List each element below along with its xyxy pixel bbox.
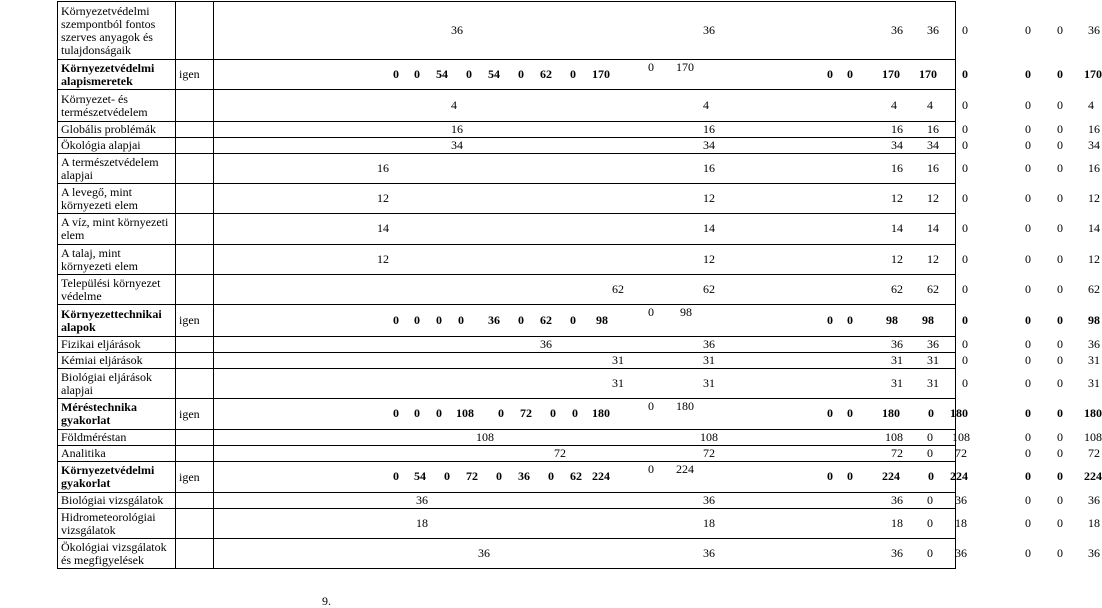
subject-name: Földméréstan	[58, 430, 176, 446]
hours-cell	[214, 90, 1094, 122]
igen-cell: igen	[176, 462, 214, 493]
hours-cell	[214, 214, 1100, 245]
hours-value: 12	[703, 252, 715, 266]
hours-cell	[214, 446, 1100, 462]
hours-cell	[214, 539, 1100, 569]
table-row	[58, 214, 956, 245]
hours-value: 36	[1088, 337, 1100, 351]
hours-value: 16	[891, 161, 903, 175]
hours-value: 4	[1088, 98, 1094, 112]
hours-value: 0	[1025, 469, 1031, 483]
igen-cell	[176, 493, 214, 509]
hours-value: 108	[476, 430, 494, 444]
hours-value: 0	[498, 406, 504, 420]
table-row	[58, 446, 956, 462]
table-row	[58, 493, 956, 509]
hours-value: 0	[1025, 313, 1031, 327]
hours-value: 0	[1057, 67, 1063, 81]
hours-value: 0	[458, 313, 464, 327]
subject-name: Hidrometeorológiai vizsgálatok	[58, 509, 176, 539]
hours-cell	[214, 493, 1100, 509]
hours-value: 0	[1025, 221, 1031, 235]
page-number: 9.	[322, 594, 331, 608]
hours-value: 108	[700, 430, 718, 444]
igen-cell	[176, 275, 214, 305]
hours-value: 54	[414, 469, 426, 483]
subject-name: Fizikai eljárások	[58, 337, 176, 353]
subject-name: Méréstechnika gyakorlat	[58, 399, 176, 430]
hours-value: 31	[891, 353, 903, 367]
hours-value: 16	[927, 161, 939, 175]
subject-name: Környezetvédelmi alapismeretek	[58, 60, 176, 90]
hours-cell	[214, 138, 1100, 154]
hours-value: 72	[466, 469, 478, 483]
subject-name: Ökológiai vizsgálatok és megfigyelések	[58, 539, 176, 569]
subject-name: Környezettechnikai alapok	[58, 305, 176, 337]
hours-value: 0	[1025, 161, 1031, 175]
hours-value: 224	[882, 469, 900, 483]
hours-value: 180	[950, 406, 968, 420]
hours-value: 0	[1057, 406, 1063, 420]
hours-value: 72	[955, 446, 967, 460]
hours-value: 34	[703, 138, 715, 152]
hours-cell	[214, 305, 1100, 337]
igen-cell: igen	[176, 60, 214, 90]
hours-value: 36	[1088, 546, 1100, 560]
hours-value: 72	[554, 446, 566, 460]
hours-cell	[214, 2, 1100, 60]
subject-name: Települési környezet védelme	[58, 275, 176, 305]
hours-value: 16	[1088, 161, 1100, 175]
hours-value: 0	[570, 313, 576, 327]
hours-value: 36	[416, 493, 428, 507]
hours-value: 0	[1025, 122, 1031, 136]
curriculum-table-body	[58, 2, 1102, 569]
hours-value: 0	[962, 98, 968, 112]
hours-value: 0	[962, 313, 968, 327]
hours-value: 12	[927, 191, 939, 205]
hours-value: 16	[703, 161, 715, 175]
hours-value: 14	[891, 221, 903, 235]
hours-value: 0	[1057, 469, 1063, 483]
table-row	[58, 353, 956, 369]
hours-value: 14	[377, 221, 389, 235]
table-row	[58, 430, 956, 446]
hours-value: 0	[393, 67, 399, 81]
hours-cell	[214, 430, 1102, 446]
hours-cell	[214, 275, 1100, 305]
hours-value: 0	[962, 122, 968, 136]
hours-value: 0	[1057, 221, 1063, 235]
subject-name: Biológiai vizsgálatok	[58, 493, 176, 509]
hours-value: 0	[572, 406, 578, 420]
igen-cell	[176, 369, 214, 399]
hours-value: 0	[496, 469, 502, 483]
hours-value: 36	[703, 493, 715, 507]
hours-value: 0	[927, 446, 933, 460]
hours-value: 170	[882, 67, 900, 81]
hours-value: 18	[1088, 516, 1100, 530]
hours-value: 0	[927, 430, 933, 444]
table-row	[58, 245, 956, 275]
hours-value: 0	[518, 313, 524, 327]
table-row	[58, 337, 956, 353]
curriculum-table	[57, 1, 1102, 569]
hours-value: 108	[456, 406, 474, 420]
hours-value: 0	[962, 353, 968, 367]
hours-value: 0	[962, 161, 968, 175]
subject-name: Környezetvédelmi szempontból fontos szerves anyagok és tulajdonságaik	[58, 2, 176, 60]
table-row	[58, 369, 956, 399]
hours-value: 0	[648, 305, 654, 319]
hours-value: 12	[1088, 252, 1100, 266]
hours-cell	[214, 60, 1102, 90]
hours-value: 36	[703, 337, 715, 351]
hours-value: 16	[703, 122, 715, 136]
hours-value: 98	[1088, 313, 1100, 327]
hours-value: 12	[377, 252, 389, 266]
subject-name: Biológiai eljárások alapjai	[58, 369, 176, 399]
hours-cell	[214, 122, 1100, 138]
subject-name: A talaj, mint környezeti elem	[58, 245, 176, 275]
hours-value: 18	[891, 516, 903, 530]
hours-value: 0	[1057, 546, 1063, 560]
hours-value: 108	[1084, 430, 1102, 444]
hours-value: 0	[962, 67, 968, 81]
hours-value: 98	[886, 313, 898, 327]
igen-cell	[176, 90, 214, 122]
table-row	[58, 2, 956, 60]
hours-value: 12	[703, 191, 715, 205]
igen-cell	[176, 446, 214, 462]
hours-value: 16	[377, 161, 389, 175]
hours-value: 16	[1088, 122, 1100, 136]
hours-cell	[214, 369, 1100, 399]
hours-value: 16	[927, 122, 939, 136]
hours-value: 16	[451, 122, 463, 136]
igen-cell	[176, 122, 214, 138]
hours-value: 0	[962, 376, 968, 390]
hours-value: 34	[451, 138, 463, 152]
hours-value: 0	[962, 252, 968, 266]
hours-value: 0	[928, 469, 934, 483]
igen-cell	[176, 214, 214, 245]
hours-value: 0	[1057, 493, 1063, 507]
hours-value: 4	[451, 98, 457, 112]
hours-value: 0	[927, 546, 933, 560]
subject-name: Globális problémák	[58, 122, 176, 138]
hours-value: 62	[927, 282, 939, 296]
hours-value: 0	[1025, 406, 1031, 420]
hours-value: 170	[1084, 67, 1102, 81]
hours-value: 36	[451, 23, 463, 37]
table-row	[58, 184, 956, 214]
hours-value: 0	[962, 191, 968, 205]
hours-value: 0	[1025, 282, 1031, 296]
hours-value: 180	[592, 406, 610, 420]
hours-value: 0	[1025, 376, 1031, 390]
hours-value: 224	[676, 462, 694, 476]
hours-value: 0	[827, 469, 833, 483]
hours-value: 16	[891, 122, 903, 136]
hours-value: 0	[648, 60, 654, 74]
hours-cell	[214, 353, 1100, 369]
hours-value: 0	[962, 138, 968, 152]
hours-value: 36	[703, 23, 715, 37]
hours-value: 72	[703, 446, 715, 460]
subject-name: A víz, mint környezeti elem	[58, 214, 176, 245]
igen-cell	[176, 184, 214, 214]
igen-cell	[176, 337, 214, 353]
hours-value: 0	[1057, 122, 1063, 136]
hours-value: 36	[891, 546, 903, 560]
hours-value: 0	[1025, 98, 1031, 112]
hours-value: 98	[922, 313, 934, 327]
hours-value: 0	[928, 406, 934, 420]
hours-value: 12	[891, 252, 903, 266]
table-row	[58, 60, 956, 90]
igen-cell	[176, 353, 214, 369]
hours-value: 62	[570, 469, 582, 483]
table-row	[58, 462, 956, 493]
hours-value: 36	[1088, 23, 1100, 37]
hours-value: 36	[703, 546, 715, 560]
hours-value: 31	[927, 353, 939, 367]
hours-cell	[214, 154, 1100, 184]
hours-value: 36	[488, 313, 500, 327]
hours-value: 0	[847, 469, 853, 483]
hours-value: 0	[414, 406, 420, 420]
hours-value: 36	[1088, 493, 1100, 507]
hours-value: 0	[1025, 493, 1031, 507]
hours-cell	[214, 509, 1100, 539]
hours-value: 18	[416, 516, 428, 530]
hours-value: 0	[1025, 337, 1031, 351]
hours-value: 18	[703, 516, 715, 530]
table-row	[58, 305, 956, 337]
hours-value: 62	[612, 282, 624, 296]
hours-value: 72	[520, 406, 532, 420]
hours-value: 0	[1025, 353, 1031, 367]
hours-value: 4	[927, 98, 933, 112]
hours-value: 0	[414, 313, 420, 327]
igen-cell	[176, 154, 214, 184]
hours-value: 0	[414, 67, 420, 81]
hours-value: 36	[478, 546, 490, 560]
hours-value: 62	[540, 313, 552, 327]
igen-cell	[176, 138, 214, 154]
hours-value: 0	[1057, 138, 1063, 152]
hours-value: 180	[1084, 406, 1102, 420]
subject-name: Ökológia alapjai	[58, 138, 176, 154]
igen-cell	[176, 430, 214, 446]
hours-value: 108	[885, 430, 903, 444]
hours-value: 0	[1057, 252, 1063, 266]
hours-value: 0	[1057, 446, 1063, 460]
hours-cell	[214, 399, 1102, 430]
hours-value: 0	[1057, 337, 1063, 351]
hours-value: 98	[596, 313, 608, 327]
hours-value: 0	[444, 469, 450, 483]
hours-value: 34	[891, 138, 903, 152]
hours-value: 0	[1057, 430, 1063, 444]
subject-name: A levegő, mint környezeti elem	[58, 184, 176, 214]
subject-name: A természetvédelem alapjai	[58, 154, 176, 184]
hours-value: 36	[927, 23, 939, 37]
hours-value: 18	[955, 516, 967, 530]
hours-value: 0	[1025, 23, 1031, 37]
hours-value: 12	[1088, 191, 1100, 205]
hours-value: 98	[680, 305, 692, 319]
igen-cell	[176, 2, 214, 60]
hours-value: 14	[1088, 221, 1100, 235]
hours-value: 0	[548, 469, 554, 483]
hours-value: 180	[676, 399, 694, 413]
hours-value: 0	[1057, 23, 1063, 37]
hours-value: 62	[703, 282, 715, 296]
hours-value: 0	[962, 337, 968, 351]
hours-value: 62	[891, 282, 903, 296]
hours-value: 34	[927, 138, 939, 152]
igen-cell	[176, 245, 214, 275]
hours-value: 31	[891, 376, 903, 390]
hours-value: 108	[952, 430, 970, 444]
hours-value: 72	[891, 446, 903, 460]
hours-value: 0	[827, 67, 833, 81]
table-row	[58, 509, 956, 539]
hours-value: 72	[1088, 446, 1100, 460]
hours-value: 0	[1057, 516, 1063, 530]
hours-value: 54	[488, 67, 500, 81]
hours-value: 0	[393, 313, 399, 327]
hours-value: 4	[891, 98, 897, 112]
hours-value: 0	[827, 406, 833, 420]
hours-cell	[214, 184, 1100, 214]
table-row	[58, 122, 956, 138]
hours-value: 0	[393, 406, 399, 420]
hours-value: 0	[1025, 446, 1031, 460]
hours-value: 14	[703, 221, 715, 235]
table-row	[58, 399, 956, 430]
hours-value: 0	[1057, 282, 1063, 296]
hours-value: 0	[927, 516, 933, 530]
hours-value: 0	[648, 399, 654, 413]
hours-value: 0	[648, 462, 654, 476]
subject-name: Környezet- és természetvédelem	[58, 90, 176, 122]
hours-value: 0	[1025, 430, 1031, 444]
hours-value: 31	[1088, 376, 1100, 390]
hours-value: 12	[377, 191, 389, 205]
hours-value: 0	[962, 282, 968, 296]
igen-cell: igen	[176, 399, 214, 430]
hours-value: 0	[1057, 161, 1063, 175]
hours-value: 0	[436, 313, 442, 327]
table-row	[58, 154, 956, 184]
hours-value: 31	[703, 376, 715, 390]
hours-value: 12	[891, 191, 903, 205]
hours-value: 12	[927, 252, 939, 266]
hours-value: 0	[1025, 546, 1031, 560]
hours-value: 36	[891, 23, 903, 37]
table-row	[58, 90, 956, 122]
hours-value: 0	[518, 67, 524, 81]
hours-value: 31	[612, 376, 624, 390]
hours-value: 0	[927, 493, 933, 507]
hours-value: 34	[1088, 138, 1100, 152]
igen-cell	[176, 539, 214, 569]
hours-value: 36	[518, 469, 530, 483]
igen-cell	[176, 509, 214, 539]
subject-name: Analitika	[58, 446, 176, 462]
hours-value: 0	[1025, 67, 1031, 81]
hours-value: 31	[1088, 353, 1100, 367]
hours-cell	[214, 337, 1100, 353]
hours-value: 0	[847, 406, 853, 420]
hours-value: 14	[927, 221, 939, 235]
hours-value: 0	[1025, 138, 1031, 152]
hours-value: 31	[612, 353, 624, 367]
subject-name: Környezetvédelmi gyakorlat	[58, 462, 176, 493]
hours-value: 62	[1088, 282, 1100, 296]
igen-cell: igen	[176, 305, 214, 337]
hours-value: 0	[1057, 376, 1063, 390]
hours-value: 31	[703, 353, 715, 367]
hours-value: 54	[436, 67, 448, 81]
hours-value: 224	[592, 469, 610, 483]
hours-value: 170	[919, 67, 937, 81]
hours-value: 170	[592, 67, 610, 81]
hours-value: 0	[962, 23, 968, 37]
hours-value: 36	[955, 546, 967, 560]
hours-value: 0	[1025, 252, 1031, 266]
table-row	[58, 539, 956, 569]
hours-value: 62	[540, 67, 552, 81]
hours-value: 224	[950, 469, 968, 483]
hours-value: 0	[1057, 191, 1063, 205]
hours-value: 0	[466, 67, 472, 81]
hours-value: 0	[847, 67, 853, 81]
hours-value: 0	[393, 469, 399, 483]
hours-value: 36	[927, 337, 939, 351]
hours-value: 224	[1084, 469, 1102, 483]
hours-value: 36	[955, 493, 967, 507]
hours-value: 180	[882, 406, 900, 420]
hours-value: 0	[1057, 353, 1063, 367]
hours-value: 36	[540, 337, 552, 351]
hours-value: 0	[570, 67, 576, 81]
hours-value: 0	[550, 406, 556, 420]
hours-value: 31	[927, 376, 939, 390]
hours-cell	[214, 462, 1102, 493]
hours-value: 0	[962, 221, 968, 235]
hours-value: 0	[436, 406, 442, 420]
hours-value: 0	[1025, 191, 1031, 205]
hours-value: 36	[891, 493, 903, 507]
hours-value: 36	[891, 337, 903, 351]
hours-value: 170	[676, 60, 694, 74]
hours-value: 4	[703, 98, 709, 112]
table-row	[58, 138, 956, 154]
hours-value: 0	[1025, 516, 1031, 530]
hours-value: 0	[847, 313, 853, 327]
hours-value: 0	[1057, 98, 1063, 112]
hours-value: 0	[1057, 313, 1063, 327]
table-row	[58, 275, 956, 305]
hours-value: 0	[827, 313, 833, 327]
hours-cell	[214, 245, 1100, 275]
subject-name: Kémiai eljárások	[58, 353, 176, 369]
